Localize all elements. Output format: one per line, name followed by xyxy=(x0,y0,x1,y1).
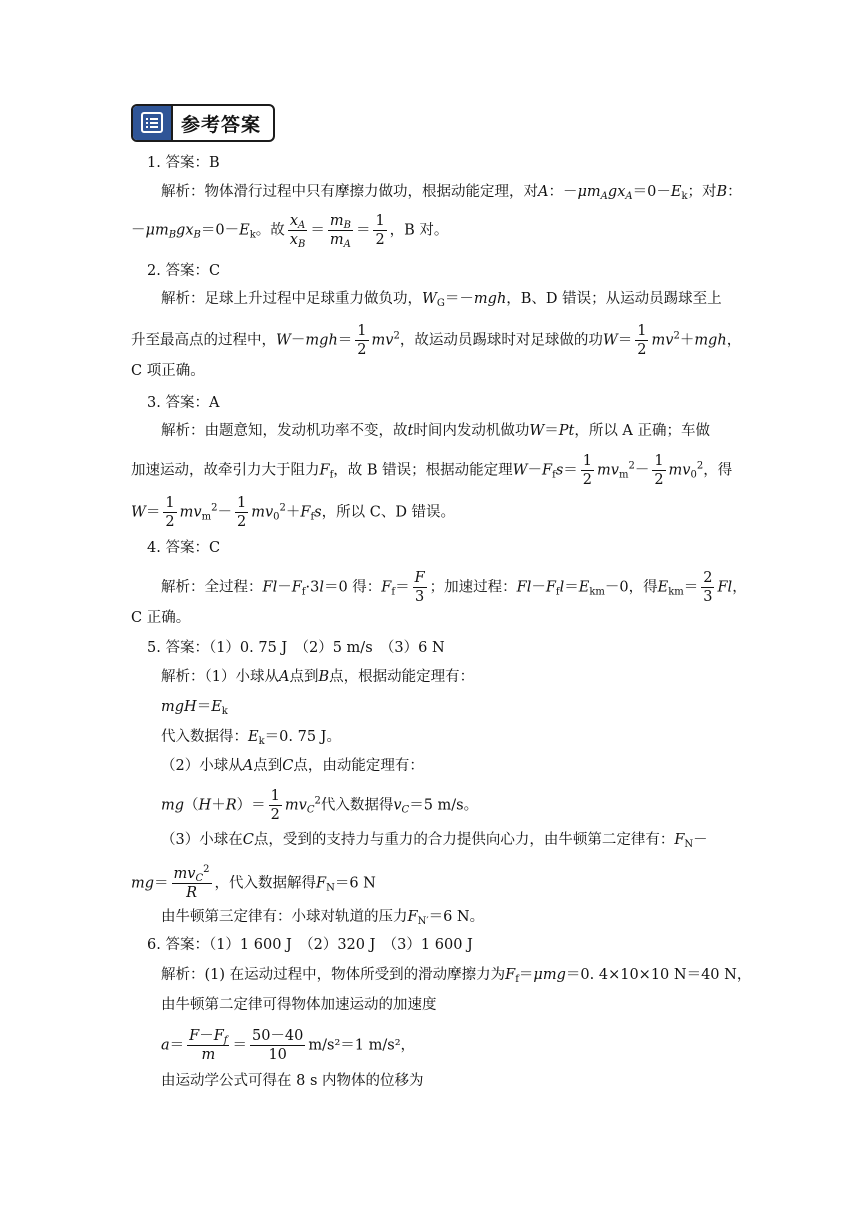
q6-explanation-line3: a＝ $\frac{F-F_f}{m}$ ＝ $\frac{50-40}{10}$ m/s²＝1 m/s²， xyxy=(161,1028,416,1063)
q5-explanation-line1: 解析：（1）小球从A点到B点，根据动能定理有： xyxy=(161,669,475,685)
page-title: 参考答案 xyxy=(181,114,262,136)
q3-answer: 3. 答案：A xyxy=(147,395,220,411)
q6-explanation-line1: 解析：(1) 在运动过程中，物体所受到的滑动摩擦力为$F_f=\mu mg=0$. 4×10×10 N＝40 N， xyxy=(161,967,752,985)
q4-explanation-line1: 解析：全过程：$Fl-F_f\cdot 3l=0$ 得：$F_f=$ $\frac{F}{3}$ ；加速过程：$Fl-F_fl=E_{km}-0$，得$E_{km}=$ $\frac{2}{3}$ Fl， xyxy=(161,570,747,605)
answer-key-header xyxy=(131,104,275,142)
q3-explanation-line2: 加速运动，故牵引力大于阻力$F_f$，故 B 错误；根据动能定理$W-F_fs=$ $\frac{1}{2}$ $mv_m^2-$ $\frac{1}{2}$ $mv_0^2$，得 xyxy=(131,453,733,488)
fraction-one-half: $\frac{1}{2}$ xyxy=(375,213,385,248)
q5-explanation-line8: 由牛顿第三定律有：小球对轨道的压力$F_{N'}=6$ N。 xyxy=(161,909,485,927)
q5-explanation-line4: （2）小球从A点到C点，由动能定理有： xyxy=(161,758,424,774)
checklist-icon xyxy=(133,106,173,140)
fraction-mb-ma: $\frac{m_B}{m_A}$ xyxy=(329,213,351,250)
q1-explanation-line1: 解析：物体滑行过程中只有摩擦力做功，根据动能定理，对A：$-\mu m_Agx_A=0-E_k$；对B： xyxy=(161,184,742,202)
q2-explanation-line2: 升至最高点的过程中，W－mgh＝ $\frac{1}{2}$ $mv^2$，故运动员踢球时对足球做的功W＝ $\frac{1}{2}$ $mv^2+mgh$， xyxy=(131,323,742,358)
q2-answer: 2. 答案：C xyxy=(147,263,221,279)
q4-answer: 4. 答案：C xyxy=(147,540,221,556)
q1-answer: 1. 答案：B xyxy=(147,155,220,171)
q5-explanation-line7: mg＝ $\frac{mv_C^2}{R}$ ，代入数据解得$F_N=6$ N xyxy=(131,864,376,901)
q3-explanation-line1: 解析：由题意知，发动机功率不变，故t时间内发动机做功W＝Pt，所以 A 正确；车做 xyxy=(161,423,711,439)
fraction-xa-xb: $\frac{x_A}{x_B}$ xyxy=(289,213,306,250)
q5-explanation-line2: $mgH=E_k$ xyxy=(161,699,228,717)
q4-explanation-line2: C 正确。 xyxy=(131,610,191,626)
q6-explanation-line4: 由运动学公式可得在 8 s 内物体的位移为 xyxy=(161,1073,424,1089)
q5-explanation-line3: 代入数据得：$E_k=0$. 75 J。 xyxy=(161,729,341,747)
q6-explanation-line2: 由牛顿第二定律可得物体加速运动的加速度 xyxy=(161,997,437,1013)
q2-explanation-line1: 解析：足球上升过程中足球重力做负功，$W_G=-mgh$，B、D 错误；从运动员踢球至上 xyxy=(161,291,722,309)
q3-explanation-line3: W＝ $\frac{1}{2}$ $mv_m^2-$ $\frac{1}{2}$ $mv_0^2+F_fs$，所以 C、D 错误。 xyxy=(131,495,456,530)
q6-answer: 6. 答案：（1）1 600 J （2）320 J （3）1 600 J xyxy=(147,937,473,953)
q5-answer: 5. 答案：（1）0. 75 J （2）5 m/s （3）6 N xyxy=(147,640,445,656)
q1-explanation-line2: $-\mu m_Bgx_B=0-E_k$。故 $\frac{x_A}{x_B}$ ＝ $\frac{m_B}{m_A}$ ＝ $\frac{1}{2}$ ，B 对。 xyxy=(131,213,449,250)
q2-explanation-line3: C 项正确。 xyxy=(131,363,205,379)
q5-explanation-line5: mg（H＋R）＝ $\frac{1}{2}$ $mv_C^2$代入数据得$v_C=5$ m/s。 xyxy=(161,788,479,823)
q5-explanation-line6: （3）小球在C点，受到的支持力与重力的合力提供向心力，由牛顿第二定律有：$F_N-$ xyxy=(161,832,708,850)
